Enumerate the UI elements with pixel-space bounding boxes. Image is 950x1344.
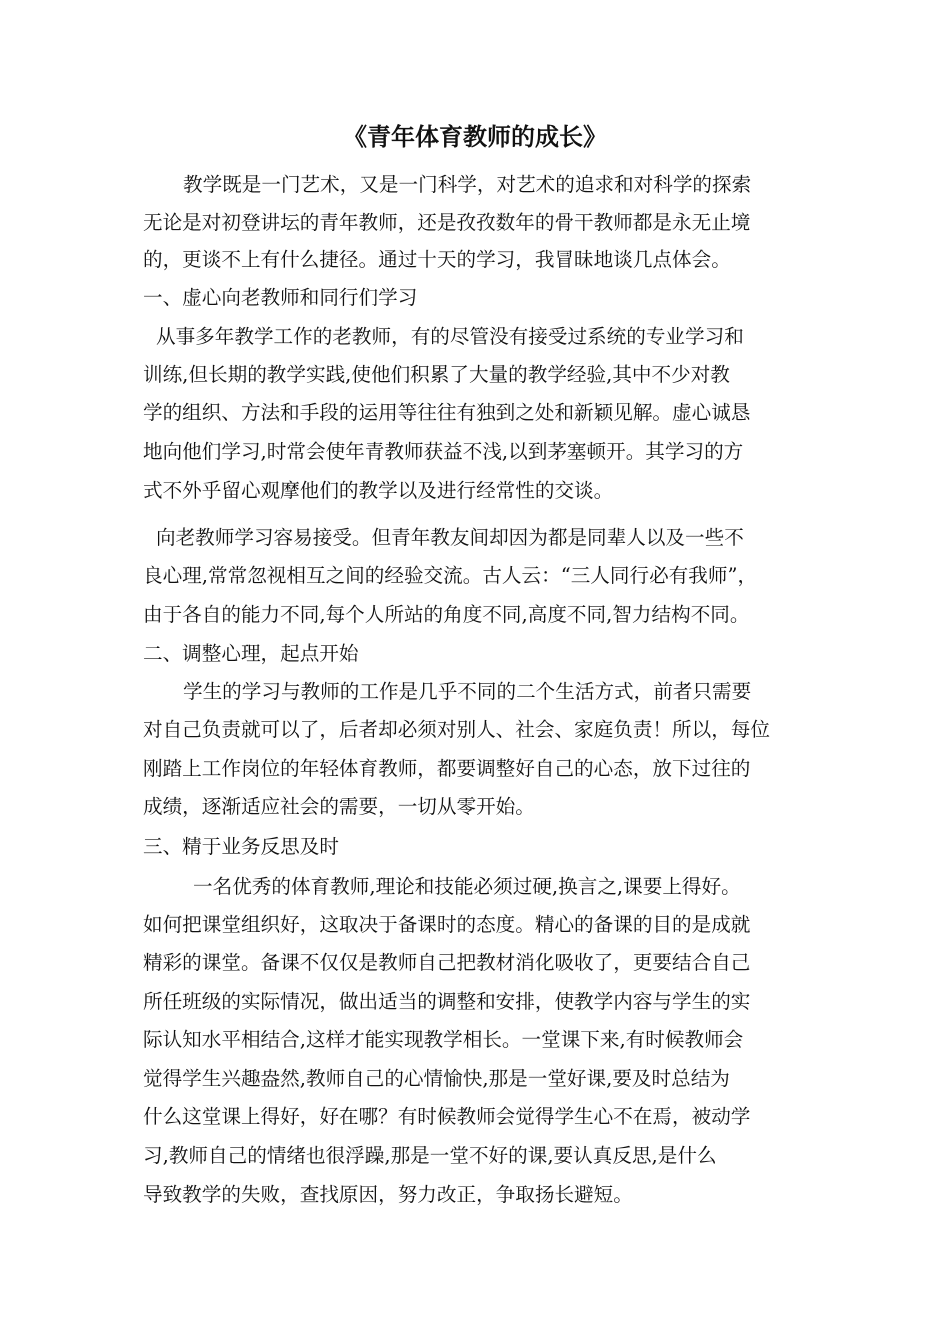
paragraph-line: 如何把课堂组织好，这取决于备课时的态度。精心的备课的目的是成就 [143, 913, 751, 936]
paragraph-line: 习,教师自己的情绪也很浮躁,那是一堂不好的课,要认真反思,是什么 [143, 1144, 717, 1167]
paragraph-line: 地向他们学习,时常会使年青教师获益不浅,以到茅塞顿开。其学习的方 [143, 440, 744, 463]
paragraph-line: 精彩的课堂。备课不仅仅是教师自己把教材消化吸收了，更要结合自己 [143, 951, 751, 974]
paragraph-line: 导致教学的失败，查找原因，努力改正，争取扬长避短。 [143, 1183, 633, 1206]
paragraph-line: 成绩，逐渐适应社会的需要，一切从零开始。 [143, 795, 535, 818]
paragraph-line: 学生的学习与教师的工作是几乎不同的二个生活方式，前者只需要 [183, 680, 752, 703]
section-heading: 一、虚心向老教师和同行们学习 [143, 286, 418, 309]
paragraph-line: 良心理,常常忽视相互之间的经验交流。古人云：“三人同行必有我师”， [143, 564, 758, 587]
paragraph-line: 一名优秀的体育教师,理论和技能必须过硬,换言之,课要上得好。 [193, 875, 741, 898]
document-title: 《青年体育教师的成长》 [343, 122, 607, 151]
paragraph-line: 什么这堂课上得好，好在哪？有时候教师会觉得学生心不在焉，被动学 [143, 1105, 751, 1128]
paragraph-line: 刚踏上工作岗位的年轻体育教师，都要调整好自己的心态，放下过往的 [143, 757, 751, 780]
paragraph-line: 训练,但长期的教学实践,使他们积累了大量的教学经验,其中不少对教 [143, 363, 730, 386]
section-heading: 三、精于业务反思及时 [143, 835, 339, 858]
paragraph-line: 际认知水平相结合,这样才能实现教学相长。一堂课下来,有时候教师会 [143, 1028, 744, 1051]
section-heading: 二、调整心理，起点开始 [143, 642, 359, 665]
paragraph-line: 所任班级的实际情况，做出适当的调整和安排，使教学内容与学生的实 [143, 990, 751, 1013]
paragraph-line: 由于各自的能力不同,每个人所站的角度不同,高度不同,智力结构不同。 [143, 603, 750, 626]
paragraph-line: 觉得学生兴趣盎然,教师自己的心情愉快,那是一堂好课,要及时总结为 [143, 1067, 730, 1090]
paragraph-line: 学的组织、方法和手段的运用等往往有独到之处和新颖见解。虚心诚恳 [143, 401, 751, 424]
paragraph-line: 从事多年教学工作的老教师，有的尽管没有接受过系统的专业学习和 [156, 325, 744, 348]
paragraph-line: 无论是对初登讲坛的青年教师，还是孜孜数年的骨干教师都是永无止境 [143, 211, 751, 234]
paragraph-line: 向老教师学习容易接受。但青年教友间却因为都是同辈人以及一些不 [156, 526, 744, 549]
paragraph-line: 教学既是一门艺术，又是一门科学，对艺术的追求和对科学的探索 [183, 173, 752, 196]
paragraph-line: 对自己负责就可以了，后者却必须对别人、社会、家庭负责！所以，每位 [143, 718, 770, 741]
paragraph-line: 式不外乎留心观摩他们的教学以及进行经常性的交谈。 [143, 479, 614, 502]
paragraph-line: 的，更谈不上有什么捷径。通过十天的学习，我冒昧地谈几点体会。 [143, 248, 731, 271]
